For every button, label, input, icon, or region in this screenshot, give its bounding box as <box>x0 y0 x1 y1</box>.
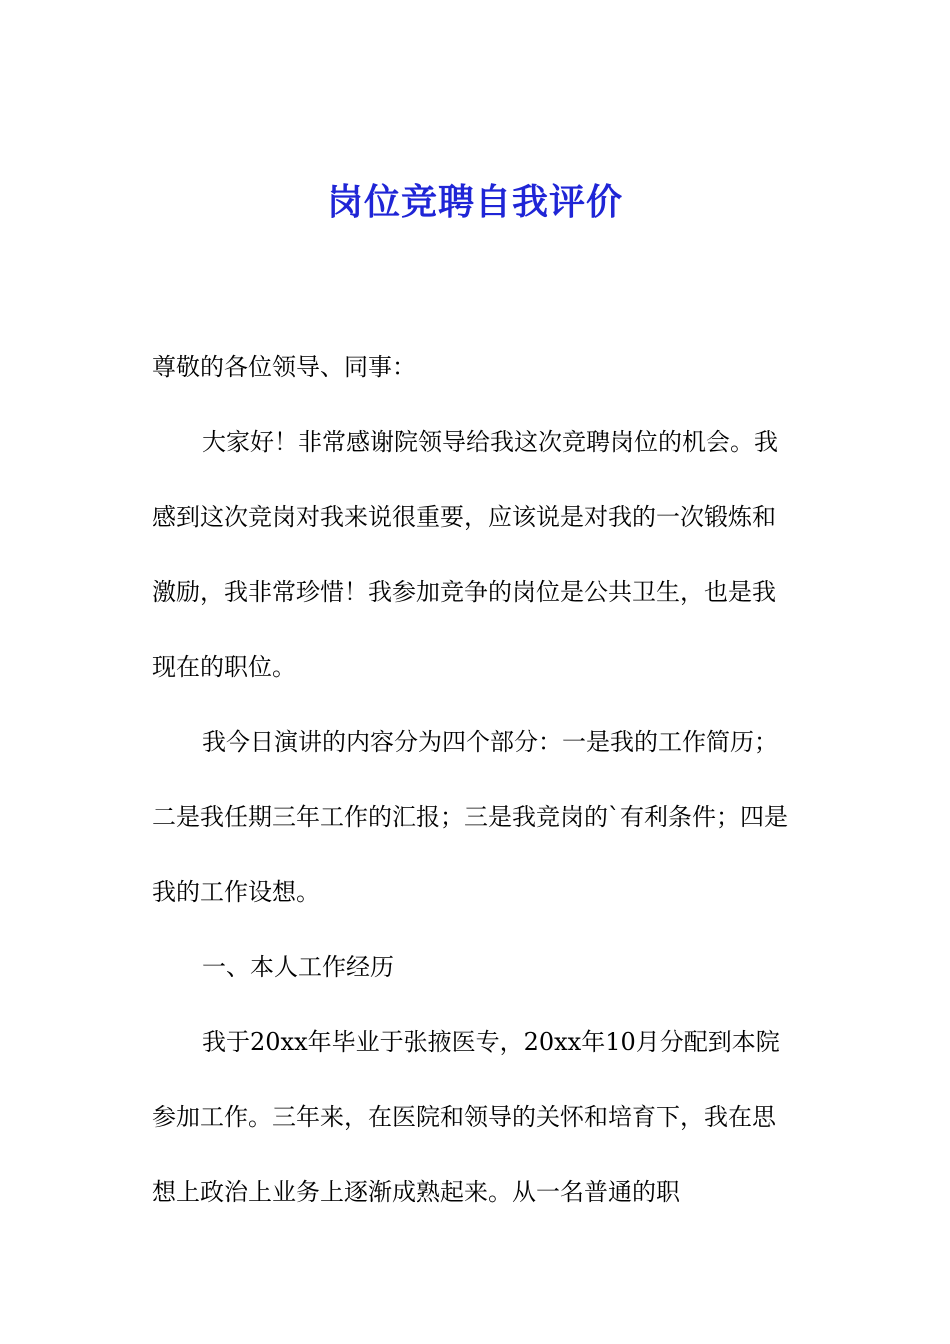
greeting-paragraph: 大家好！非常感谢院领导给我这次竞聘岗位的机会。我感到这次竞岗对我来说很重要，应该说是对我的一次锻炼和激励，我非常珍惜！我参加竞争的岗位是公共卫生，也是我现在的职位。 <box>152 428 778 681</box>
document-body <box>152 330 792 1230</box>
section-heading: 一、本人工作经历 <box>202 953 394 981</box>
experience-paragraph: 我于20xx年毕业于张掖医专，20xx年10月分配到本院参加工作。三年来，在医院和领导的关怀和培育下，我在思想上政治上业务上逐渐成熟起来。从一名普通的职 <box>152 1028 780 1206</box>
salutation-paragraph: 尊敬的各位领导、同事： <box>152 353 416 381</box>
document-title: 岗位竞聘自我评价 <box>326 182 623 223</box>
outline-paragraph: 我今日演讲的内容分为四个部分：一是我的工作简历；二是我任期三年工作的汇报；三是我竞岗的`有利条件；四是我的工作设想。 <box>152 728 788 906</box>
